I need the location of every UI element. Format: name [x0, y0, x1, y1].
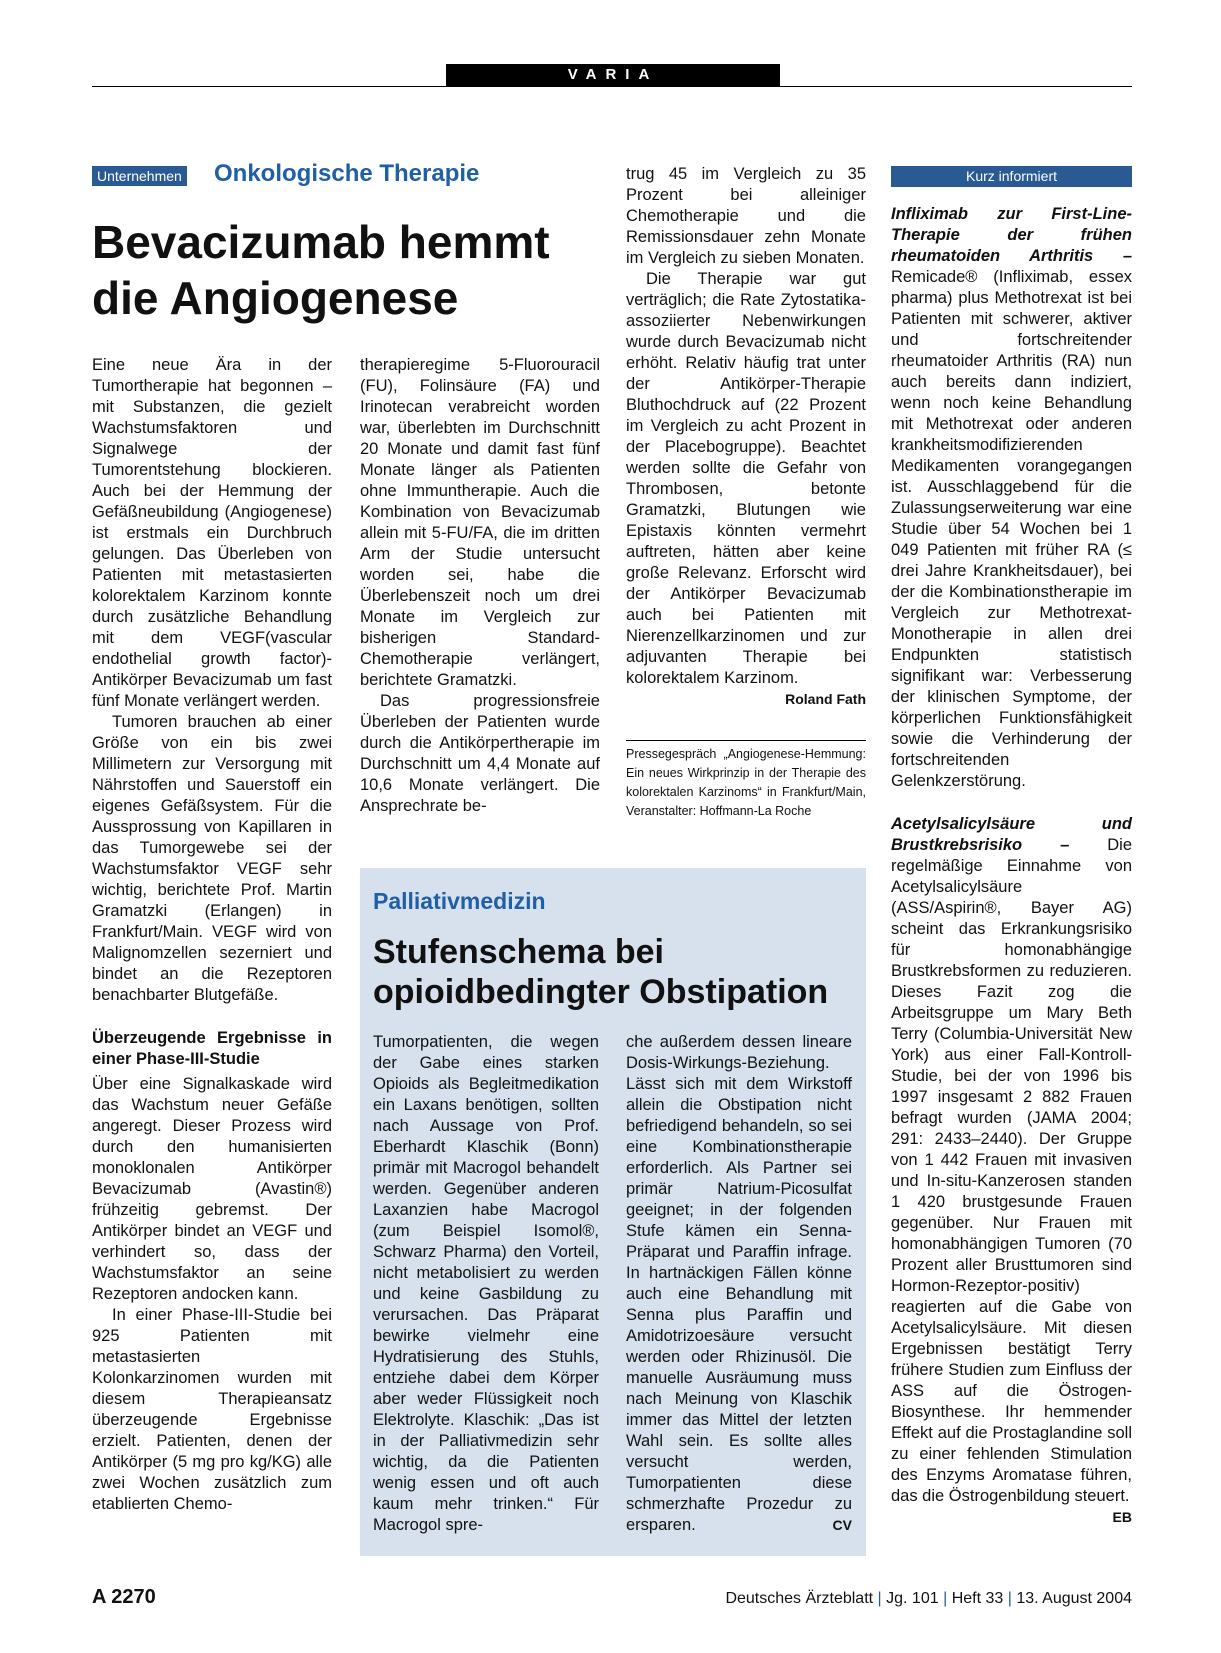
subheading: Überzeugende Ergebnisse in einer Phase-III-Studie: [92, 1029, 332, 1068]
paragraph: che außerdem dessen lineare Dosis-Wirkungs-Beziehung. Lässt sich mit dem Wirkstoff allein die Obstipation nicht befriedigend behandeln, so sei eine Kombinationstherapie erforderlich. Als Partner sei primär Natrium-Picosulfat geeignet; in der folgenden Stufe kämen ein Senna-Präparat und Paraffin infrage. In hartnäckigen Fällen könne auch eine Behandlung mit Senna plus Paraffin und Amidotrizoesäure versucht werden oder Rhizinusöl. Die manuelle Ausräumung muss nach Meinung von Klaschik immer das Mittel der letzten Wahl sein. Es sollte alles versucht werden, Tumorpatienten diese schmerzhafte Prozedur zu ersparen. CV: [626, 1033, 852, 1534]
box-column-2: [626, 1032, 852, 1536]
section-label: VARIA: [446, 64, 780, 86]
article-column-3: [626, 164, 866, 710]
article-kicker: Onkologische Therapie: [214, 160, 480, 187]
news-item: Acetylsalicylsäure und Brustkrebsrisiko – Die regelmäßige Einnahme von Acetylsalicylsäure (ASS/Aspirin®, Bayer AG) scheint das Erkrankungsrisiko für homonabhängige Brustkrebsformen zu reduzieren. Dieses Fazit zog die Arbeitsgruppe um Mary Beth Terry (Columbia-Universität New York) aus einer Fall-Kontroll-Studie, bei der von 1996 bis 1997 insgesamt 2 882 Frauen befragt wurden (JAMA 2004; 291: 2433–2440). Der Gruppe von 1 442 Frauen mit invasiven und In-situ-Kanzerosen standen 1 420 brustgesunde Frauen gegenüber. Nur Frauen mit homonabhängigen Tumoren (70 Prozent aller Brusttumoren sind Hormon-Rezeptor-positiv) reagierten auf die Gabe von Acetylsalicylsäure. Mit diesen Ergebnissen bestätigt Terry frühere Studien zum Einfluss der ASS auf die Östrogen-Biosynthese. Ihr hemmender Effekt auf die Prostaglandine soll zu einer fehlenden Stimulation des Enzyms Aromatase führen, das die Östrogenbildung steuert. EB: [891, 814, 1132, 1507]
article-column-1: [92, 355, 332, 1515]
header-rule: [92, 86, 1132, 87]
kurz-informiert-label: Kurz informiert: [891, 166, 1132, 187]
category-tag: Unternehmen: [92, 166, 187, 186]
press-note: Pressegespräch „Angiogenese-Hemmung: Ein neues Wirkprinzip in der Therapie des kolorektalen Karzinoms“ in Frankfurt/Main, Veranstalter: Hoffmann-La Roche: [626, 740, 866, 821]
author-signature: Roland Fath: [785, 691, 866, 707]
box-title: Stufenschema bei opioidbedingter Obstipation: [373, 933, 829, 1011]
paragraph: therapieregime 5-Fluorouracil (FU), Folinsäure (FA) und Irinotecan verabreicht worden war, überlebten im Durchschnitt 20 Monate und damit fast fünf Monate länger als Patienten ohne Immuntherapie. Auch die Kombination von Bevacizumab allein mit 5-FU/FA, die im dritten Arm der Studie untersucht worden sei, habe die Überlebenszeit noch um drei Monate im Vergleich zur bisherigen Standard-Chemotherapie verlängert, berichtete Gramatzki.: [360, 356, 600, 689]
page-number: A 2270: [92, 1586, 156, 1608]
box-author: CV: [832, 1517, 852, 1533]
paragraph: Eine neue Ära in der Tumortherapie hat begonnen – mit Substanzen, die gezielt Wachstumsfaktoren und Signalwege der Tumorentstehung blockieren. Auch bei der Hemmung der Gefäßneubildung (Angiogenese) ist erstmals ein Durchbruch gelungen. Das Überleben von Patienten mit metastasierten kolorektalem Karzinom konnte durch zusätzliche Behandlung mit dem VEGF(vascular endothelial growth factor)-Antikörper Bevacizumab um fast fünf Monate verlängert werden.: [92, 356, 332, 710]
paragraph: Tumoren brauchen ab einer Größe von ein bis zwei Millimetern zur Versorgung mit Nährstoffen und Sauerstoff ein eigenes Gefäßsystem. Für die Aussprossung von Kapillaren in das Tumorgewebe sei der Wachstumsfaktor VEGF sehr wichtig, berichtete Prof. Martin Gramatzki (Erlangen) in Frankfurt/Main. VEGF wird von Malignomzellen sezerniert und bindet an die Rezeptoren benachbarter Blutgefäße.: [92, 713, 332, 1004]
paragraph: Tumorpatienten, die wegen der Gabe eines starken Opioids als Begleitmedikation ein Laxans benötigen, sollten nach Aussage von Prof. Eberhardt Klaschik (Bonn) primär mit Macrogol behandelt werden. Gegenüber anderen Laxanzien habe Macrogol (zum Beispiel Isomol®, Schwarz Pharma) den Vorteil, nicht metabolisiert zu werden und keine Gasbildung zu verursachen. Das Präparat bewirke vielmehr eine Hydratisierung des Stuhls, entziehe dabei dem Körper aber weder Flüssigkeit noch Elektrolyte. Klaschik: „Das ist in der Palliativmedizin sehr wichtig, da die Patienten wenig essen und oft auch kaum mehr trinken.“ Für Macrogol spre-: [373, 1033, 599, 1534]
footer-info: Deutsches Ärzteblatt | Jg. 101 | Heft 33 | 13. August 2004: [725, 1590, 1132, 1607]
paragraph: Die Therapie war gut verträglich; die Rate Zytostatika-assoziierter Nebenwirkungen wurde durch Bevacizumab nicht erhöht. Relativ häufig trat unter der Antikörper-Therapie Bluthochdruck auf (22 Prozent im Vergleich zu acht Prozent in der Placebogruppe). Beachtet werden sollte die Gefahr von Thrombosen, betonte Gramatzki, Blutungen wie Epistaxis könnten vermehrt auftreten, hätten aber keine große Relevanz. Erforscht wird der Antikörper Bevacizumab auch bei Patienten mit Nierenzellkarzinomen und zur adjuvanten Therapie bei kolorektalem Karzinom. Roland Fath: [626, 269, 866, 689]
article-title: Bevacizumab hemmt die Angiogenese: [92, 216, 550, 324]
box-column-1: [373, 1032, 599, 1536]
box-kicker: Palliativmedizin: [373, 888, 546, 914]
paragraph: Das progressionsfreie Überleben der Patienten wurde durch die Antikörpertherapie im Durchschnitt um 4,4 Monate auf 10,6 Monate verlängert. Die Ansprechrate be-: [360, 692, 600, 815]
paragraph: In einer Phase-III-Studie bei 925 Patienten mit metastasierten Kolonkarzinomen wurden mit diesem Therapieansatz überzeugende Ergebnisse erzielt. Patienten, denen der Antikörper (5 mg pro kg/KG) alle zwei Wochen zusätzlich zum etablierten Chemo-: [92, 1306, 332, 1513]
article-column-2: [360, 355, 600, 817]
paragraph: Über eine Signalkaskade wird das Wachstum neuer Gefäße angeregt. Dieser Prozess wird durch den humanisierten monoklonalen Antikörper Bevacizumab (Avastin®) frühzeitig gebremst. Der Antikörper bindet an VEGF und verhindert so, dass der Wachstumsfaktor an seine Rezeptoren andocken kann.: [92, 1075, 332, 1303]
kurz-column: [891, 204, 1132, 1529]
news-author: EB: [1112, 1509, 1132, 1525]
paragraph: trug 45 im Vergleich zu 35 Prozent bei alleiniger Chemotherapie und die Remissionsdauer zehn Monate im Vergleich zu sieben Monaten.: [626, 165, 866, 267]
news-item: Infliximab zur First-Line-Therapie der frühen rheumatoiden Arthritis – Remicade® (Infliximab, essex pharma) plus Methotrexat ist bei Patienten mit schwerer, aktiver und fortschreitender rheumatoider Arthritis (RA) nun auch bereits dann indiziert, wenn noch keine Behandlung mit Methotrexat oder anderen krankheitsmodifizierenden Medikamenten vorangegangen ist. Ausschlaggebend für die Zulassungserweiterung war eine Studie über 54 Wochen bei 1 049 Patienten mit früher RA (≤ drei Jahre Krankheitsdauer), bei der die Kombinationstherapie im Vergleich zur Methotrexat-Monotherapie in allen drei Endpunkten statistisch signifikant war: Verbesserung der klinischen Symptome, der körperlichen Funktionsfähigkeit sowie die Verhinderung der fortschreitenden Gelenkzerstörung.: [891, 205, 1132, 790]
